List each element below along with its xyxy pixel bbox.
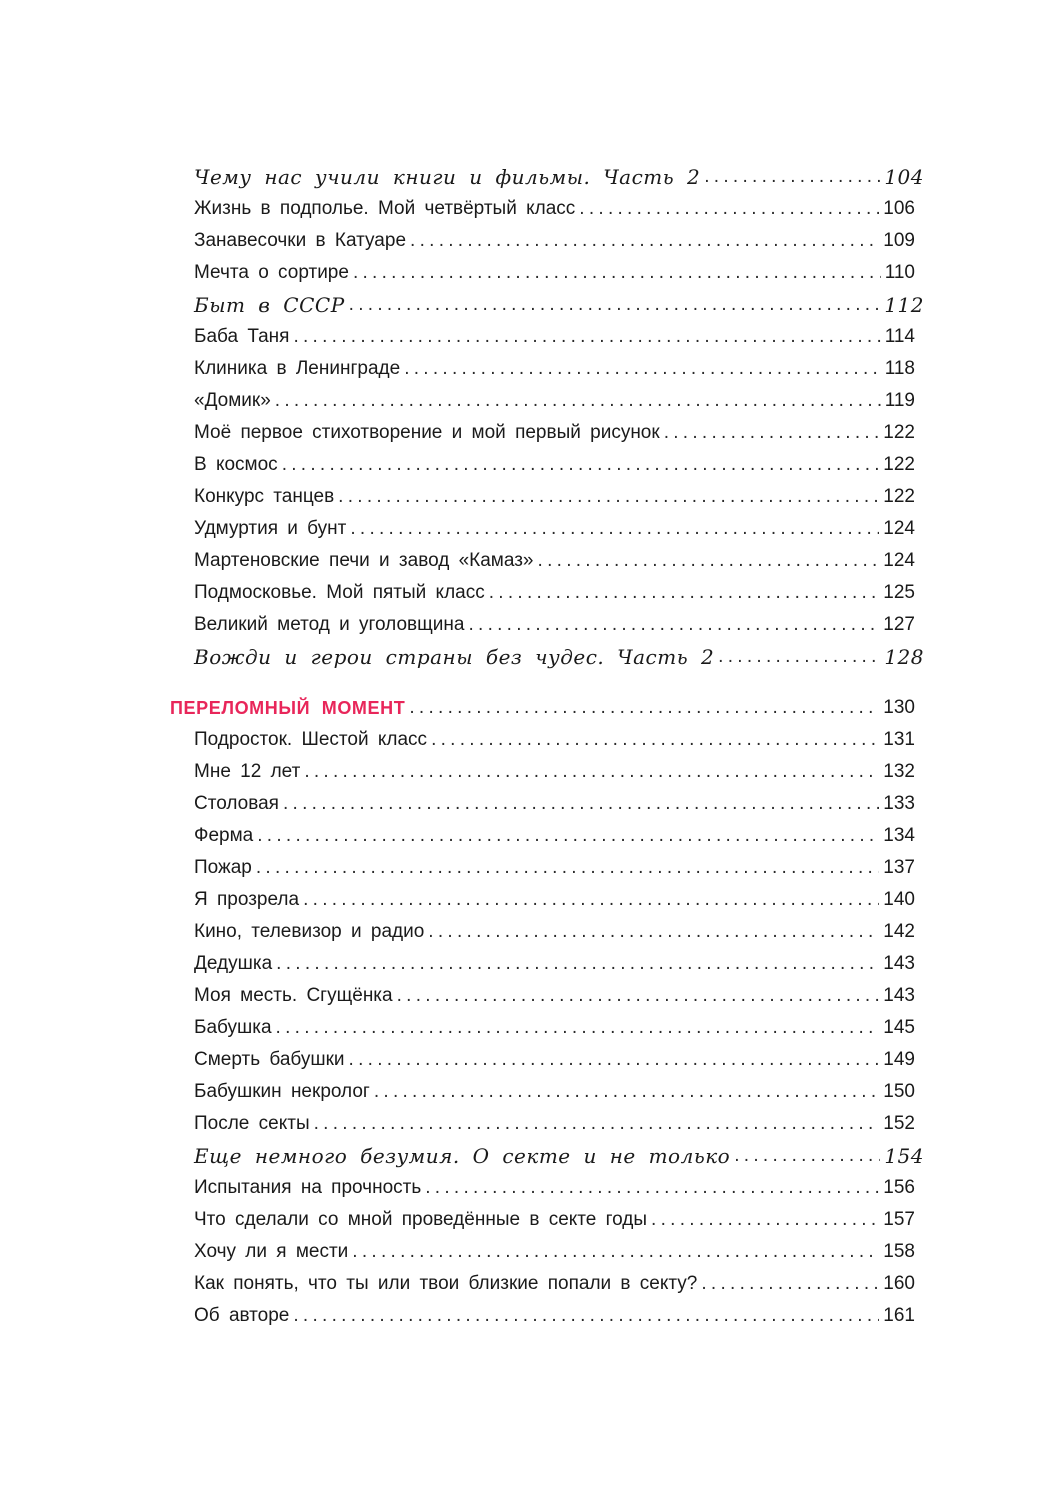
toc-entry-page: 131 [883,729,915,750]
toc-entry-title: Чему нас учили книги и фильмы. Часть 2 [194,165,701,189]
toc-entry-page: 130 [883,697,915,718]
toc-entry-title: Еще немного безумия. О секте и не только [194,1144,731,1168]
toc-entry-page: 124 [883,518,915,539]
dot-leader [410,230,879,252]
toc-entry [0,545,1060,577]
toc-entry-page: 109 [883,230,915,251]
toc-entry-page: 160 [883,1273,915,1294]
toc-entry-page: 122 [883,422,915,443]
dot-leader [579,198,879,220]
toc-entry-title: Жизнь в подполье. Мой четвёртый класс [194,198,576,219]
toc-entry [0,1236,1060,1268]
dot-leader [338,486,879,508]
toc-entry-title: Смерть бабушки [194,1049,345,1070]
toc-entry [0,385,1060,417]
toc-entry-page: 133 [883,793,915,814]
toc-entry [0,1108,1060,1140]
toc-entry-title: Испытания на прочность [194,1177,422,1198]
toc-entry [0,641,1060,673]
dot-leader [349,1049,880,1071]
toc-entry [0,948,1060,980]
toc-entry-title: Моё первое стихотворение и мой первый рисунок [194,422,660,443]
toc-entry-title: Об авторе [194,1305,290,1326]
toc-entry-title: Как понять, что ты или твои близкие попали в секту? [194,1273,698,1294]
toc-entry [0,417,1060,449]
dot-leader [283,793,879,815]
dot-leader [314,1113,880,1135]
dot-leader [704,166,880,188]
toc-entry [0,788,1060,820]
toc-entry-page: 112 [884,293,924,317]
dot-leader [425,1177,879,1199]
toc-entry [0,980,1060,1012]
toc-entry-page: 145 [883,1017,915,1038]
toc-entry-page: 157 [883,1209,915,1230]
toc-entry-page: 122 [883,454,915,475]
toc-entry-title: Мечта о сортире [194,262,349,283]
toc-entry-page: 152 [883,1113,915,1134]
toc-entry [0,321,1060,353]
toc-entry-page: 150 [883,1081,915,1102]
toc-entry [0,161,1060,193]
toc-entry [0,1044,1060,1076]
toc-entry-title: Что сделали со мной проведённые в секте годы [194,1209,648,1230]
toc-entry-title: «Домик» [194,390,271,411]
toc-entry-title: Конкурс танцев [194,486,335,507]
table-of-contents [0,161,1060,1332]
dot-leader [276,1017,880,1039]
toc-entry-page: 122 [883,486,915,507]
toc-entry [0,257,1060,289]
toc-entry [0,1204,1060,1236]
toc-entry-title: Хочу ли я мести [194,1241,349,1262]
toc-entry-title: В космос [194,454,278,475]
toc-entry-page: 132 [883,761,915,782]
dot-leader [664,422,880,444]
toc-entry-page: 127 [883,614,915,635]
dot-leader [276,953,879,975]
toc-entry-title: Подросток. Шестой класс [194,729,428,750]
toc-entry-page: 118 [884,358,915,379]
toc-entry [0,916,1060,948]
dot-leader [409,697,879,719]
dot-leader [350,518,879,540]
dot-leader [404,358,881,380]
dot-leader [256,857,879,879]
toc-entry-title: Вожди и герои страны без чудес. Часть 2 [194,645,715,669]
toc-entry [0,193,1060,225]
toc-entry-page: 124 [883,550,915,571]
toc-entry-title: Удмуртия и бунт [194,518,347,539]
toc-entry-title: Бабушка [194,1017,272,1038]
dot-leader [293,1305,879,1327]
toc-entry-title: Бабушкин некролог [194,1081,370,1102]
dot-leader [651,1209,879,1231]
toc-entry-title: Столовая [194,793,279,814]
toc-entry [0,884,1060,916]
toc-entry-page: 125 [883,582,915,603]
dot-leader [734,1145,880,1167]
toc-entry-page: 143 [883,985,915,1006]
toc-entry-title: Занавесочки в Катуаре [194,230,407,251]
toc-entry-page: 156 [883,1177,915,1198]
toc-entry [0,820,1060,852]
toc-entry-page: 142 [883,921,915,942]
toc-entry [0,481,1060,513]
toc-entry [0,1268,1060,1300]
toc-entry-title: Мне 12 лет [194,761,301,782]
toc-section-heading [0,692,1060,724]
toc-entry-title: Дедушка [194,953,273,974]
toc-entry-page: 149 [883,1049,915,1070]
toc-entry-title: Кино, телевизор и радио [194,921,425,942]
toc-entry-title: Ферма [194,825,254,846]
dot-leader [282,454,880,476]
toc-entry-page: 137 [883,857,915,878]
toc-entry-title: Великий метод и уголовщина [194,614,465,635]
toc-entry-page: 158 [883,1241,915,1262]
section-title: ПЕРЕЛОМНЫЙ МОМЕНТ [170,697,406,718]
toc-entry-title: Баба Таня [194,326,290,347]
toc-entry [0,609,1060,641]
toc-entry [0,449,1060,481]
toc-entry-title: Пожар [194,857,252,878]
toc-entry-page: 143 [883,953,915,974]
toc-entry-page: 110 [884,262,915,283]
toc-entry [0,225,1060,257]
dot-leader [489,582,880,604]
toc-entry [0,756,1060,788]
dot-leader [428,921,879,943]
toc-entry [0,1076,1060,1108]
dot-leader [353,262,881,284]
toc-entry-title: Моя месть. Сгущёнка [194,985,393,1006]
dot-leader [293,326,880,348]
toc-entry-page: 114 [884,326,915,347]
dot-leader [303,889,879,911]
toc-entry [0,577,1060,609]
dot-leader [718,646,880,668]
toc-entry-page: 119 [884,390,915,411]
dot-leader [275,390,881,412]
toc-entry-page: 140 [883,889,915,910]
toc-entry-page: 128 [884,645,924,669]
toc-entry-title: После секты [194,1113,310,1134]
toc-entry-title: Клиника в Ленинграде [194,358,401,379]
dot-leader [304,761,879,783]
toc-entry-title: Подмосковье. Мой пятый класс [194,582,485,603]
toc-entry-title: Быт в СССР [194,293,345,317]
toc-entry-title: Я прозрела [194,889,300,910]
toc-entry [0,1300,1060,1332]
toc-entry [0,852,1060,884]
toc-entry-page: 161 [883,1305,915,1326]
toc-entry [0,513,1060,545]
dot-leader [374,1081,879,1103]
toc-entry [0,289,1060,321]
dot-leader [701,1273,879,1295]
toc-entry [0,353,1060,385]
dot-leader [352,1241,879,1263]
toc-entry-page: 104 [884,165,924,189]
toc-entry [0,1140,1060,1172]
toc-entry-page: 154 [884,1144,924,1168]
dot-leader [349,294,881,316]
dot-leader [431,729,879,751]
dot-leader [538,550,880,572]
toc-entry [0,724,1060,756]
dot-leader [257,825,879,847]
toc-entry-page: 134 [883,825,915,846]
toc-entry [0,1172,1060,1204]
toc-entry [0,1012,1060,1044]
toc-entry-title: Мартеновские печи и завод «Камаз» [194,550,534,571]
dot-leader [468,614,879,636]
dot-leader [397,985,880,1007]
toc-entry-page: 106 [883,198,915,219]
